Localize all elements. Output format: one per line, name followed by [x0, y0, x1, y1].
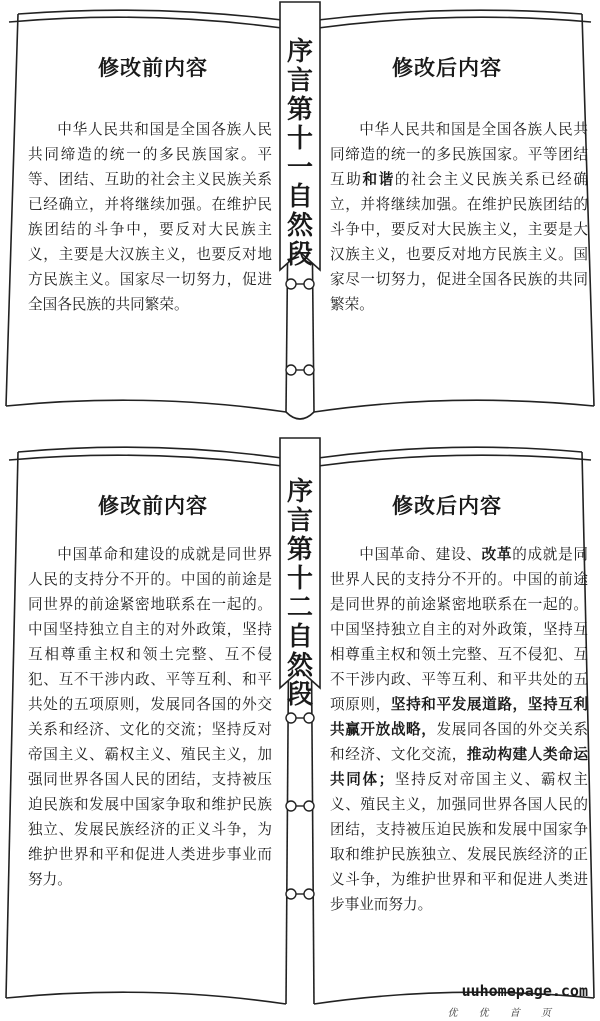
- highlighted-change: 推动构建人类命运共同体；: [330, 746, 588, 788]
- right-page-1-paragraph: [330, 117, 588, 317]
- ring-icon: [286, 801, 314, 811]
- right-page-2-paragraph: [330, 542, 588, 917]
- ring-icon: [286, 365, 314, 375]
- text-segment: 的社会主义民族关系已经确立，并将继续加强。在维护民族团结的斗争中，要反对大民族主义，主要是大汉族主义，也要反对地方民族主义。国家尽一切努力，促进全国各民族的共同繁荣。: [330, 171, 588, 313]
- text-segment: 坚持反对帝国主义、霸权主义、殖民主义，加强同世界各国人民的团结，支持被压迫民族和发展中国家争取和维护民族独立、发展民族经济的正义斗争，为维护世界和平和促进人类进步事业而努力。: [330, 771, 588, 913]
- text-segment: 的成就是同世界人民的支持分不开的。中国的前途是同世界的前途紧密地联系在一起的。中国坚持独立自主的对外政策，坚持互相尊重主权和领土完整、互不侵犯、互不干涉内政、平等互利、和平共处的五项原则，: [330, 546, 588, 713]
- ring-icon: [286, 889, 314, 899]
- text-segment: 中华人民共和国是全国各族人民共同缔造的统一的多民族国家。平等团结互助: [330, 121, 588, 188]
- left-page-1-title: 修改前内容: [98, 56, 208, 80]
- ring-icon: [286, 713, 314, 723]
- ribbon-2-label: 序言第十二自然段: [286, 477, 313, 710]
- watermark-subtitle: 优 优 首 页: [447, 1008, 560, 1019]
- ribbon-1-label: 序言第十一自然段: [286, 37, 313, 270]
- left-page-1-paragraph: 中华人民共和国是全国各族人民共同缔造的统一的多民族国家。平等、团结、互助的社会主义民族关系已经确立，并将继续加强。在维护民族团结的斗争中，要反对大民族主义，主要是大汉族主义，也要反对地方民族主义。国家尽一切努力，促进全国各民族的共同繁荣。: [28, 121, 272, 313]
- text-segment: 中国革命、建设、: [359, 546, 482, 563]
- highlighted-change: 和谐: [362, 171, 395, 188]
- highlighted-change: 改革: [481, 546, 513, 563]
- left-page-2-paragraph: 中国革命和建设的成就是同世界人民的支持分不开的。中国的前途是同世界的前途紧密地联系在一起的。中国坚持独立自主的对外政策，坚持互相尊重主权和领土完整、互不侵犯、互不干涉内政、平等互利、和平共处的五项原则，发展同各国的外交关系和经济、文化的交流；坚持反对帝国主义、霸权主义、殖民主义，加强同世界各国人民的团结，支持被压迫民族和发展中国家争取和维护民族独立、发展民族经济的正义斗争，为维护世界和平和促进人类进步事业而努力。: [28, 546, 272, 888]
- left-page-2-title: 修改前内容: [98, 494, 208, 518]
- text-segment: 发展同各国的外交关系和经济、文化交流，: [330, 721, 588, 763]
- watermark-url: uuhomepage.com: [461, 982, 588, 1000]
- highlighted-change: 坚持和平发展道路，坚持互利共赢开放战略，: [330, 696, 588, 738]
- right-page-1-title: 修改后内容: [392, 56, 502, 80]
- right-page-2-title: 修改后内容: [392, 494, 502, 518]
- ring-icon: [286, 279, 314, 289]
